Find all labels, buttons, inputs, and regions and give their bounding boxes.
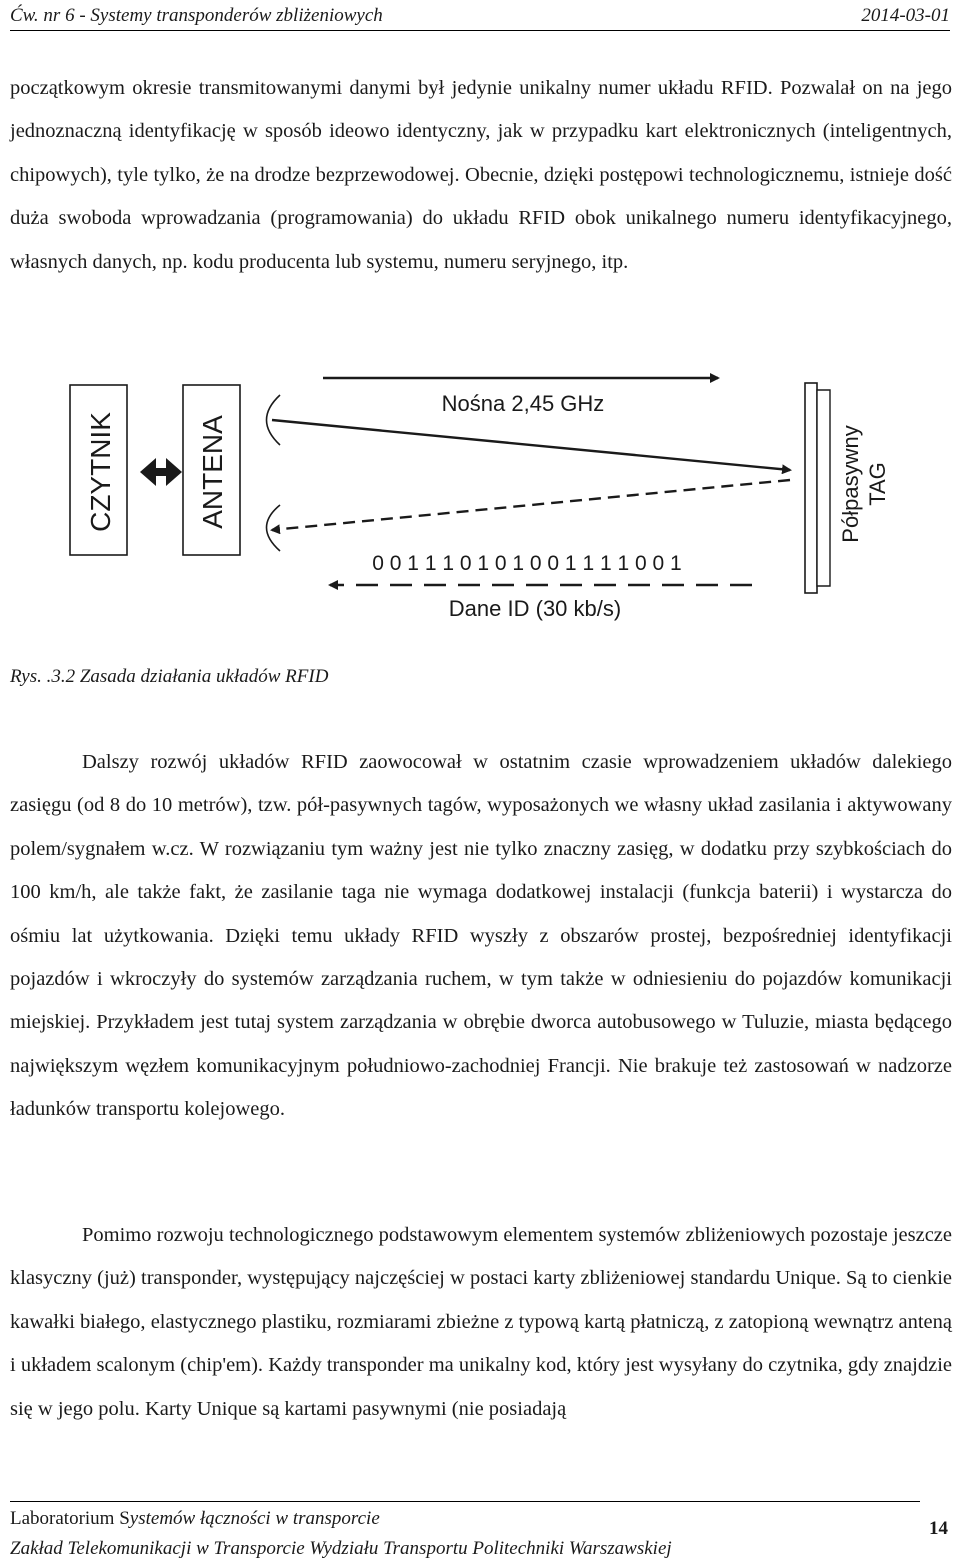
carrier-label: Nośna 2,45 GHz [441,391,605,416]
tag-plate [805,383,817,593]
bidirectional-arrow [140,458,182,486]
tag-chip [817,390,830,586]
paragraph-transponder: Pomimo rozwoju technologicznego podstawowym elementem systemów zbliżeniowych pozostaje jeszcze klasyczny (już) transponder, występujący najczęściej w postaci karty zbliżeniowej standardu Unique. Są to cienkie kawałki białego, elastycznego plastiku, rozmiarami zbieżne z typową kartą płatniczą, z zatopioną wewnątrz anteną i układem scalonym (chip'em). Każdy transponder ma unikalny kod, który jest wysyłany do czytnika, gdy znajdzie się w jego polu. Karty Unique są kartami pasywnymi (nie posiadają [10,1224,952,1420]
footer-lab-name [10,1508,380,1530]
paragraph-intro: początkowym okresie transmitowanymi danymi był jedynie unikalny numer układu RFID. Pozwalał on na jego jednoznaczną identyfikację w sposób ideowo identyczny, jak w przypadku kart elektronicznych (inteligentnych, chipowych), tyle tylko, że na drodze bezprzewodowej. Obecnie, dzięki postępowi technologicznemu, istnieje dość duża swoboda wprowadzania (programowania) do układu RFID obok unikalnego numeru identyfikacyjnego, własnych danych, np. kodu producenta lub systemu, numeru seryjnego, itp. [10,77,952,273]
data-label: Dane ID (30 kb/s) [448,596,622,621]
antenna-label: ANTENA [197,415,228,529]
antenna-arc-bottom [267,505,281,551]
page-number: 14 [929,1518,948,1539]
paragraph-semi-passive: Dalszy rozwój układów RFID zaowocował w ostatnim czasie wprowadzeniem układów dalekiego zasięgu (od 8 do 10 metrów), tzw. pół-pasywnych tagów, wyposażonych we własny układ zasilania i aktywowany polem/sygnałem w.cz. W rozwiązaniu tym ważny jest nie tylko znaczny zasięg, w dodatku przy szybkościach do 100 km/h, ale także fakt, że zasilanie taga nie wymaga dodatkowej instalacji (funkcja baterii) i wystarcza do ośmiu lat użytkowania. Dzięki temu układy RFID wyszły z obszarów prostej, bezpośredniej identyfikacji pojazdów i wkroczyły do systemów zarządzania ruchem, w tym także w odniesieniu do pojazdów komunikacji miejskiej. Przykładem jest tutaj system zarządzania w obrębie dworca autobusowego w Tuluzie, miasta będącego największym węzłem komunikacyjnym południowo-zachodniej Francji. Nie brakuje też zastosowań w nadzorze ładunków transportu kolejowego. [10,751,952,1121]
reader-label: CZYTNIK [85,412,116,532]
header-title: Ćw. nr 6 - Systemy transponderów zbliżeniowych [10,5,383,26]
header-date: 2014-03-01 [861,5,950,26]
figure-caption: Rys. .3.2 Zasada działania układów RFID [10,666,329,687]
page-header [10,2,950,28]
rfid-diagram [0,360,960,660]
data-beam [272,480,790,530]
footer-lab-rest: ystemów łączności w transporcie [129,1508,380,1529]
header-rule [10,30,950,31]
tag-label-1: Półpasywny [838,425,863,543]
data-bits: 0 0 1 1 1 0 1 0 1 0 0 1 1 1 1 0 0 1 [372,552,682,575]
footer-rule [10,1501,920,1502]
tag-label-2: TAG [865,462,890,506]
footer-lab-prefix: Laboratorium S [10,1508,130,1529]
footer-institution: Zakład Telekomunikacji w Transporcie Wydziału Transportu Politechniki Warszawskiej [10,1538,672,1559]
carrier-beam [272,420,790,470]
